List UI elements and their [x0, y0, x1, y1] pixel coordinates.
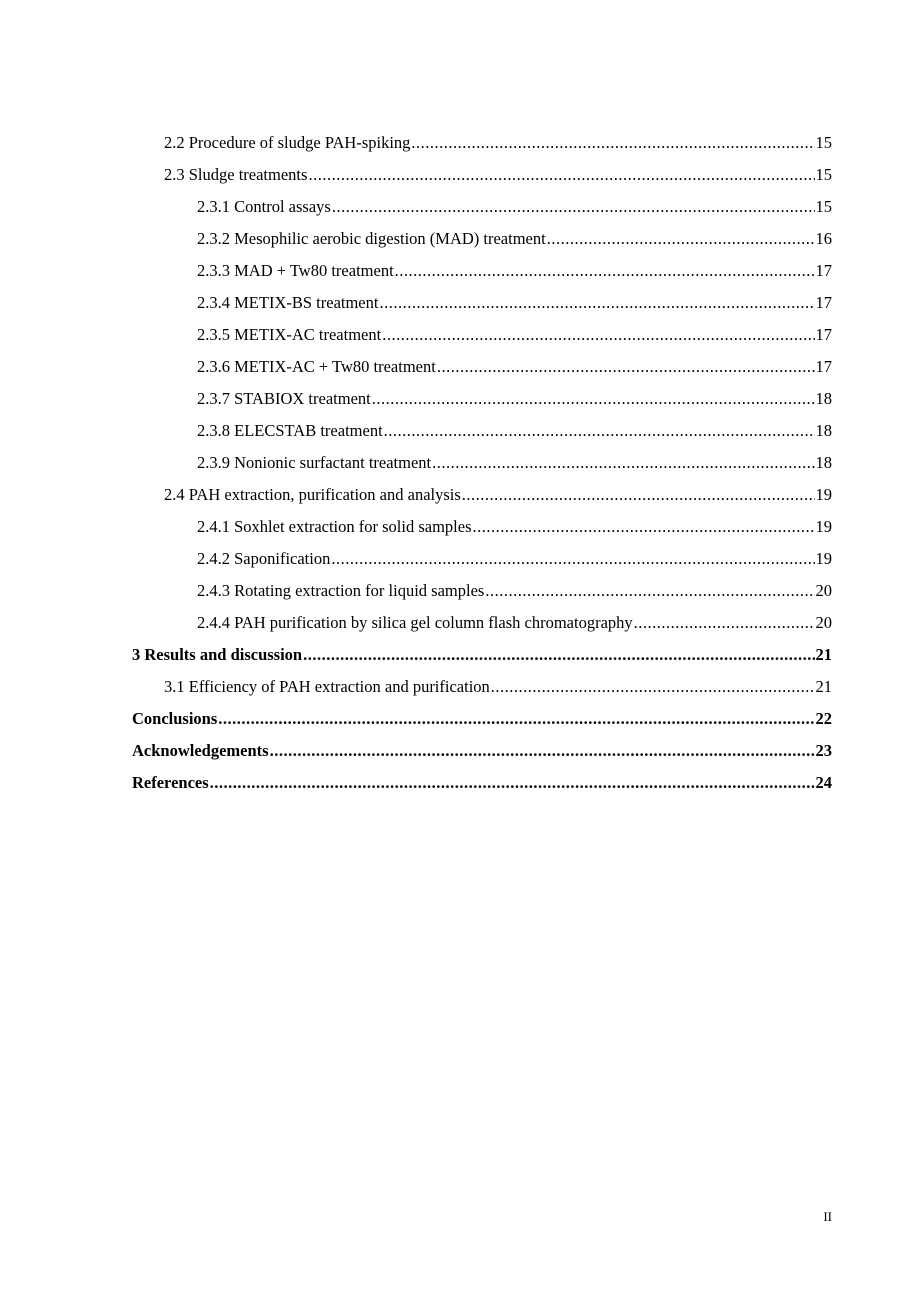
toc-entry-title: Acknowledgements — [132, 741, 269, 760]
toc-entry-title: 2.3.2 Mesophilic aerobic digestion (MAD) treatment — [197, 229, 546, 248]
toc-entry-page: 23 — [815, 741, 832, 760]
toc-entry-title: 2.4.1 Soxhlet extraction for solid samples — [197, 517, 472, 536]
toc-dot-leader — [547, 223, 815, 255]
toc-entry-title: 2.3 Sludge treatments — [164, 165, 308, 184]
toc-entry-page: 20 — [815, 613, 832, 632]
toc-entry-title: 2.3.6 METIX-AC + Tw80 treatment — [197, 357, 436, 376]
toc-entry-title: 2.4.2 Saponification — [197, 549, 331, 568]
table-of-contents — [132, 127, 832, 799]
toc-entry-page: 20 — [815, 581, 832, 600]
toc-entry[interactable] — [132, 511, 832, 543]
toc-dot-leader — [462, 479, 815, 511]
toc-entry[interactable] — [132, 639, 832, 671]
toc-entry-title: 2.4.4 PAH purification by silica gel column flash chromatography — [197, 613, 633, 632]
toc-dot-leader — [331, 543, 814, 575]
toc-entry-title: 2.3.3 MAD + Tw80 treatment — [197, 261, 394, 280]
toc-entry-title: 3.1 Efficiency of PAH extraction and purification — [164, 677, 490, 696]
toc-entry-title: 3 Results and discussion — [132, 645, 303, 664]
toc-entry[interactable] — [132, 767, 832, 799]
toc-entry-title: Conclusions — [132, 709, 218, 728]
toc-entry[interactable] — [132, 735, 832, 767]
toc-entry[interactable] — [132, 703, 832, 735]
toc-entry[interactable] — [132, 415, 832, 447]
toc-entry-page: 17 — [815, 357, 832, 376]
toc-entry-title: 2.3.5 METIX-AC treatment — [197, 325, 382, 344]
toc-entry[interactable] — [132, 607, 832, 639]
toc-dot-leader — [379, 287, 814, 319]
toc-entry-title: 2.3.4 METIX-BS treatment — [197, 293, 379, 312]
toc-entry[interactable] — [132, 191, 832, 223]
toc-dot-leader — [210, 767, 815, 799]
page-number: II — [823, 1209, 832, 1224]
toc-entry-title: References — [132, 773, 209, 792]
toc-dot-leader — [382, 319, 814, 351]
toc-entry[interactable] — [132, 159, 832, 191]
toc-dot-leader — [303, 639, 814, 671]
toc-dot-leader — [432, 447, 814, 479]
toc-dot-leader — [473, 511, 815, 543]
toc-dot-leader — [395, 255, 815, 287]
toc-dot-leader — [437, 351, 815, 383]
toc-entry-page: 17 — [815, 261, 832, 280]
toc-entry-page: 17 — [815, 293, 832, 312]
toc-entry-page: 21 — [815, 677, 832, 696]
toc-dot-leader — [491, 671, 815, 703]
toc-entry-title: 2.3.9 Nonionic surfactant treatment — [197, 453, 432, 472]
toc-entry-title: 2.3.1 Control assays — [197, 197, 331, 216]
toc-dot-leader — [308, 159, 814, 191]
toc-entry-title: 2.3.7 STABIOX treatment — [197, 389, 371, 408]
toc-entry[interactable] — [132, 319, 832, 351]
toc-dot-leader — [634, 607, 815, 639]
toc-entry[interactable] — [132, 351, 832, 383]
toc-entry-page: 17 — [815, 325, 832, 344]
toc-entry-title: 2.4 PAH extraction, purification and analysis — [164, 485, 461, 504]
toc-entry-title: 2.4.3 Rotating extraction for liquid samples — [197, 581, 485, 600]
toc-entry-page: 24 — [815, 773, 832, 792]
toc-entry-page: 19 — [815, 517, 832, 536]
toc-entry-page: 19 — [815, 549, 832, 568]
toc-entry[interactable] — [132, 223, 832, 255]
toc-entry-title: 2.3.8 ELECSTAB treatment — [197, 421, 383, 440]
toc-dot-leader — [384, 415, 815, 447]
toc-entry-page: 18 — [815, 421, 832, 440]
toc-entry-page: 15 — [815, 197, 832, 216]
toc-entry[interactable] — [132, 383, 832, 415]
toc-entry-page: 15 — [815, 165, 832, 184]
toc-dot-leader — [270, 735, 815, 767]
toc-entry[interactable] — [132, 255, 832, 287]
toc-entry-page: 18 — [815, 389, 832, 408]
toc-dot-leader — [372, 383, 815, 415]
toc-entry[interactable] — [132, 287, 832, 319]
toc-entry[interactable] — [132, 447, 832, 479]
toc-entry-page: 22 — [815, 709, 832, 728]
toc-dot-leader — [411, 127, 814, 159]
toc-entry-page: 21 — [815, 645, 832, 664]
toc-entry-page: 15 — [815, 133, 832, 152]
toc-entry[interactable] — [132, 575, 832, 607]
toc-dot-leader — [332, 191, 815, 223]
toc-entry[interactable] — [132, 127, 832, 159]
toc-dot-leader — [218, 703, 814, 735]
toc-dot-leader — [485, 575, 814, 607]
toc-entry-page: 16 — [815, 229, 832, 248]
toc-entry[interactable] — [132, 671, 832, 703]
toc-entry-page: 19 — [815, 485, 832, 504]
toc-entry[interactable] — [132, 479, 832, 511]
toc-entry-title: 2.2 Procedure of sludge PAH-spiking — [164, 133, 411, 152]
toc-entry-page: 18 — [815, 453, 832, 472]
toc-entry[interactable] — [132, 543, 832, 575]
